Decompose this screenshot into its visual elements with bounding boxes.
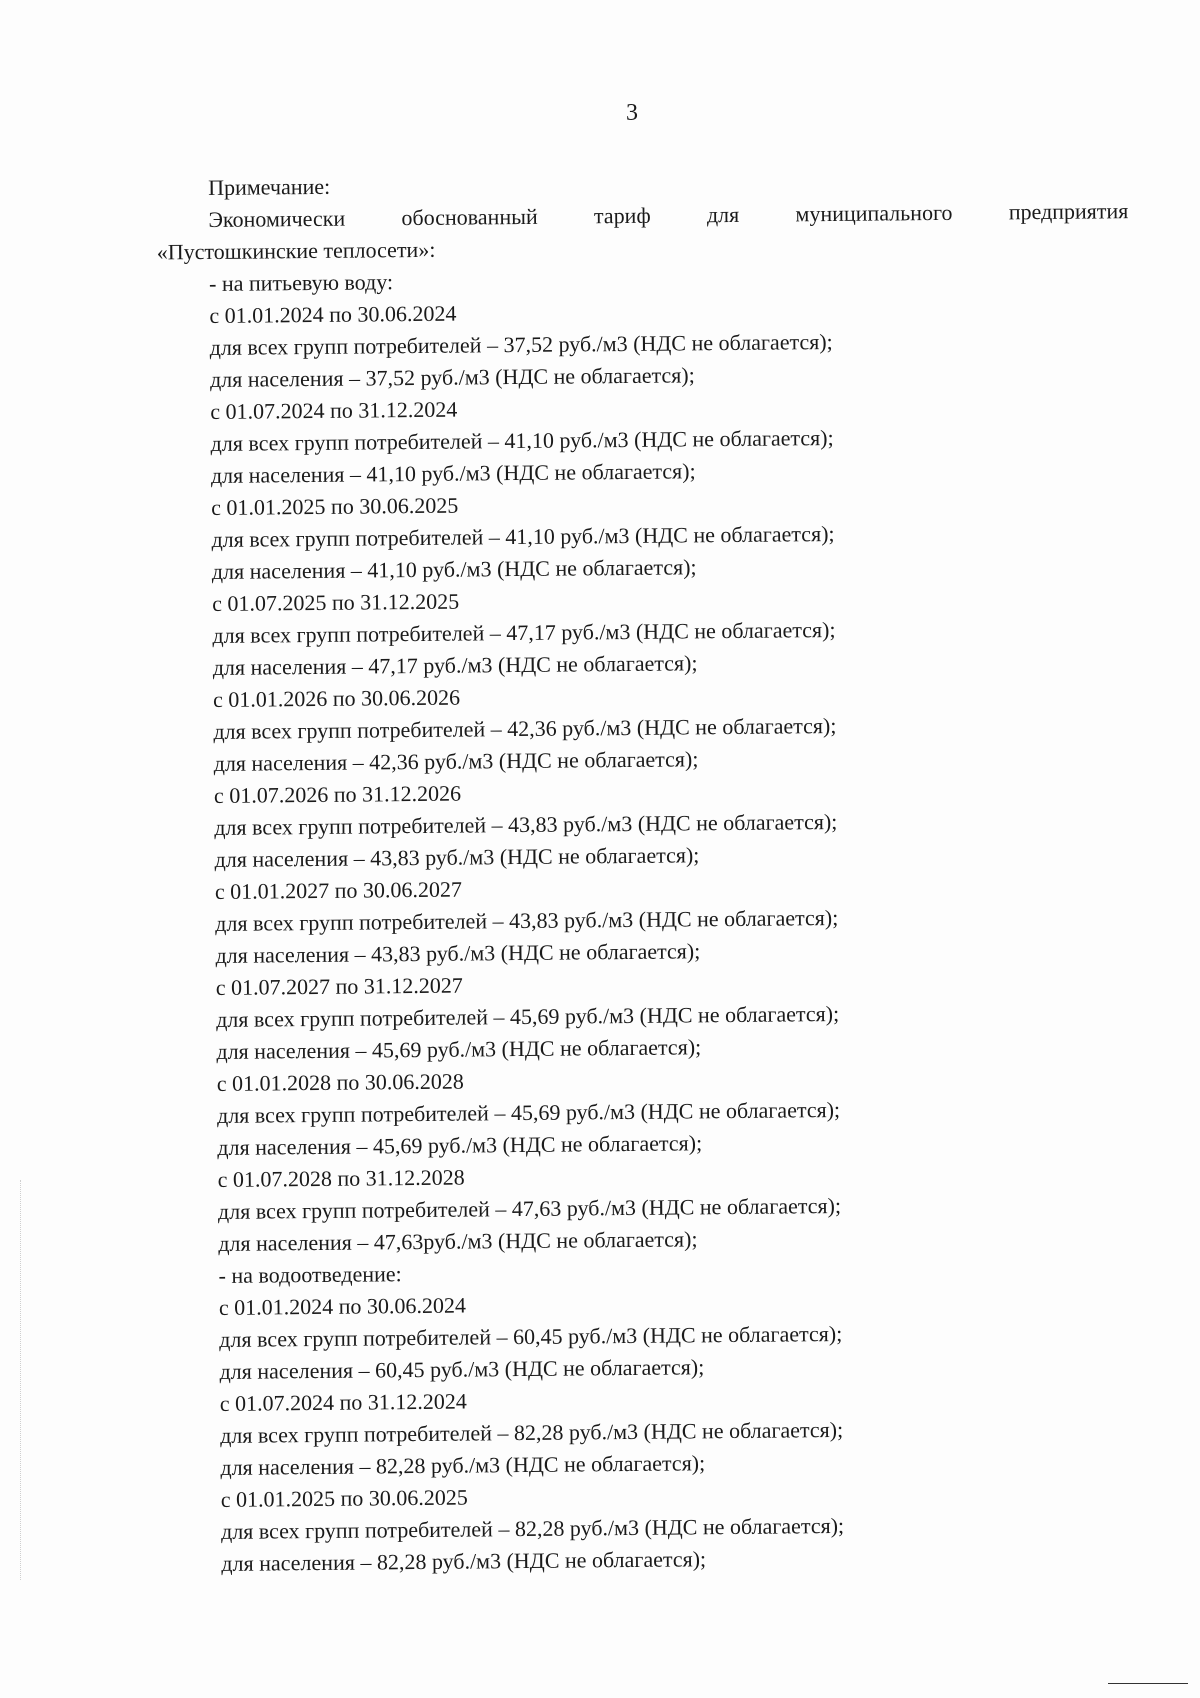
sewerage-tariff-list: [219, 1283, 1142, 1580]
water-heading: - на питьевую воду:: [208, 269, 394, 296]
tariff-period: с 01.07.2028 по 31.12.2028: [217, 1164, 465, 1192]
intro-word: муниципального: [795, 199, 953, 227]
tariff-period: с 01.07.2026 по 31.12.2026: [213, 780, 462, 808]
tariff-population: для населения – 45,69 руб./м3 (НДС не облагается);: [216, 1034, 702, 1064]
intro-word: обоснованный: [401, 203, 538, 231]
tariff-period: с 01.01.2025 по 30.06.2025: [211, 492, 459, 520]
tariff-population: для населения – 47,17 руб./м3 (НДС не облагается);: [212, 650, 698, 680]
tariff-population: для населения – 41,10 руб./м3 (НДС не облагается);: [210, 458, 696, 488]
tariff-population: для населения – 42,36 руб./м3 (НДС не облагается);: [213, 746, 699, 776]
tariff-all-groups: для всех групп потребителей – 82,28 руб./м3 (НДС не облагается);: [220, 1512, 845, 1544]
scan-edge-mark: [20, 1180, 21, 1580]
tariff-population: для населения – 82,28 руб./м3 (НДС не облагается);: [220, 1450, 706, 1480]
tariff-all-groups: для всех групп потребителей – 42,36 руб./м3 (НДС не облагается);: [213, 712, 837, 744]
tariff-all-groups: для всех групп потребителей – 47,17 руб./м3 (НДС не облагается);: [212, 616, 836, 648]
tariff-period: с 01.07.2024 по 31.12.2024: [210, 396, 458, 424]
tariff-population: для населения – 60,45 руб./м3 (НДС не облагается);: [219, 1354, 705, 1384]
tariff-period: с 01.01.2025 по 30.06.2025: [220, 1484, 468, 1512]
tariff-population: для населения – 41,10 руб./м3 (НДС не облагается);: [211, 554, 697, 584]
tariff-period: с 01.01.2024 по 30.06.2024: [218, 1292, 467, 1320]
tariff-population: для населения – 43,83 руб./м3 (НДС не облагается);: [215, 938, 701, 968]
tariff-all-groups: для всех групп потребителей – 41,10 руб./м3 (НДС не облагается);: [211, 521, 835, 552]
tariff-all-groups: для всех групп потребителей – 43,83 руб./м3 (НДС не облагается);: [214, 808, 838, 840]
note-body: [156, 163, 1141, 1580]
tariff-population: для населения – 82,28 руб./м3 (НДС не облагается);: [221, 1546, 707, 1576]
tariff-all-groups: для всех групп потребителей – 47,63 руб./м3 (НДС не облагается);: [217, 1192, 842, 1224]
tariff-population: для населения – 43,83 руб./м3 (НДС не облагается);: [214, 842, 700, 872]
tariff-population: для населения – 47,63руб./м3 (НДС не облагается);: [218, 1226, 698, 1256]
tariff-all-groups: для всех групп потребителей – 82,28 руб./м3 (НДС не облагается);: [220, 1416, 844, 1448]
tariff-period: с 01.07.2027 по 31.12.2027: [215, 972, 463, 1000]
intro-word: предприятия: [1008, 198, 1129, 225]
tariff-period: с 01.01.2028 по 30.06.2028: [216, 1068, 464, 1096]
tariff-population: для населения – 37,52 руб./м3 (НДС не облагается);: [209, 362, 695, 392]
note-heading: Примечание:: [208, 173, 331, 200]
tariff-period: с 01.07.2025 по 31.12.2025: [212, 588, 460, 616]
tariff-period: с 01.07.2024 по 31.12.2024: [219, 1388, 467, 1416]
enterprise-name: «Пустошкинские теплосети»:: [156, 236, 436, 265]
tariff-all-groups: для всех групп потребителей – 60,45 руб./м3 (НДС не облагается);: [219, 1320, 843, 1352]
tariff-all-groups: для всех групп потребителей – 45,69 руб./м3 (НДС не облагается);: [216, 1096, 841, 1128]
footer-rule: [1108, 1683, 1188, 1684]
intro-word: Экономически: [208, 205, 346, 232]
tariff-period: с 01.01.2026 по 30.06.2026: [212, 684, 461, 712]
tariff-period: с 01.01.2027 по 30.06.2027: [214, 876, 463, 904]
intro-word: тариф: [593, 202, 651, 229]
sewerage-heading: - на водоотведение:: [218, 1261, 402, 1288]
intro-word: для: [706, 201, 740, 228]
page-number: 3: [626, 100, 638, 126]
tariff-all-groups: для всех групп потребителей – 37,52 руб./м3 (НДС не облагается);: [209, 329, 833, 360]
water-tariff-list: [209, 291, 1138, 1260]
tariff-all-groups: для всех групп потребителей – 45,69 руб./м3 (НДС не облагается);: [216, 1000, 840, 1032]
tariff-population: для населения – 45,69 руб./м3 (НДС не облагается);: [217, 1130, 703, 1160]
tariff-all-groups: для всех групп потребителей – 41,10 руб./м3 (НДС не облагается);: [210, 425, 834, 456]
tariff-period: с 01.01.2024 по 30.06.2024: [209, 300, 457, 328]
tariff-all-groups: для всех групп потребителей – 43,83 руб./м3 (НДС не облагается);: [215, 904, 839, 936]
